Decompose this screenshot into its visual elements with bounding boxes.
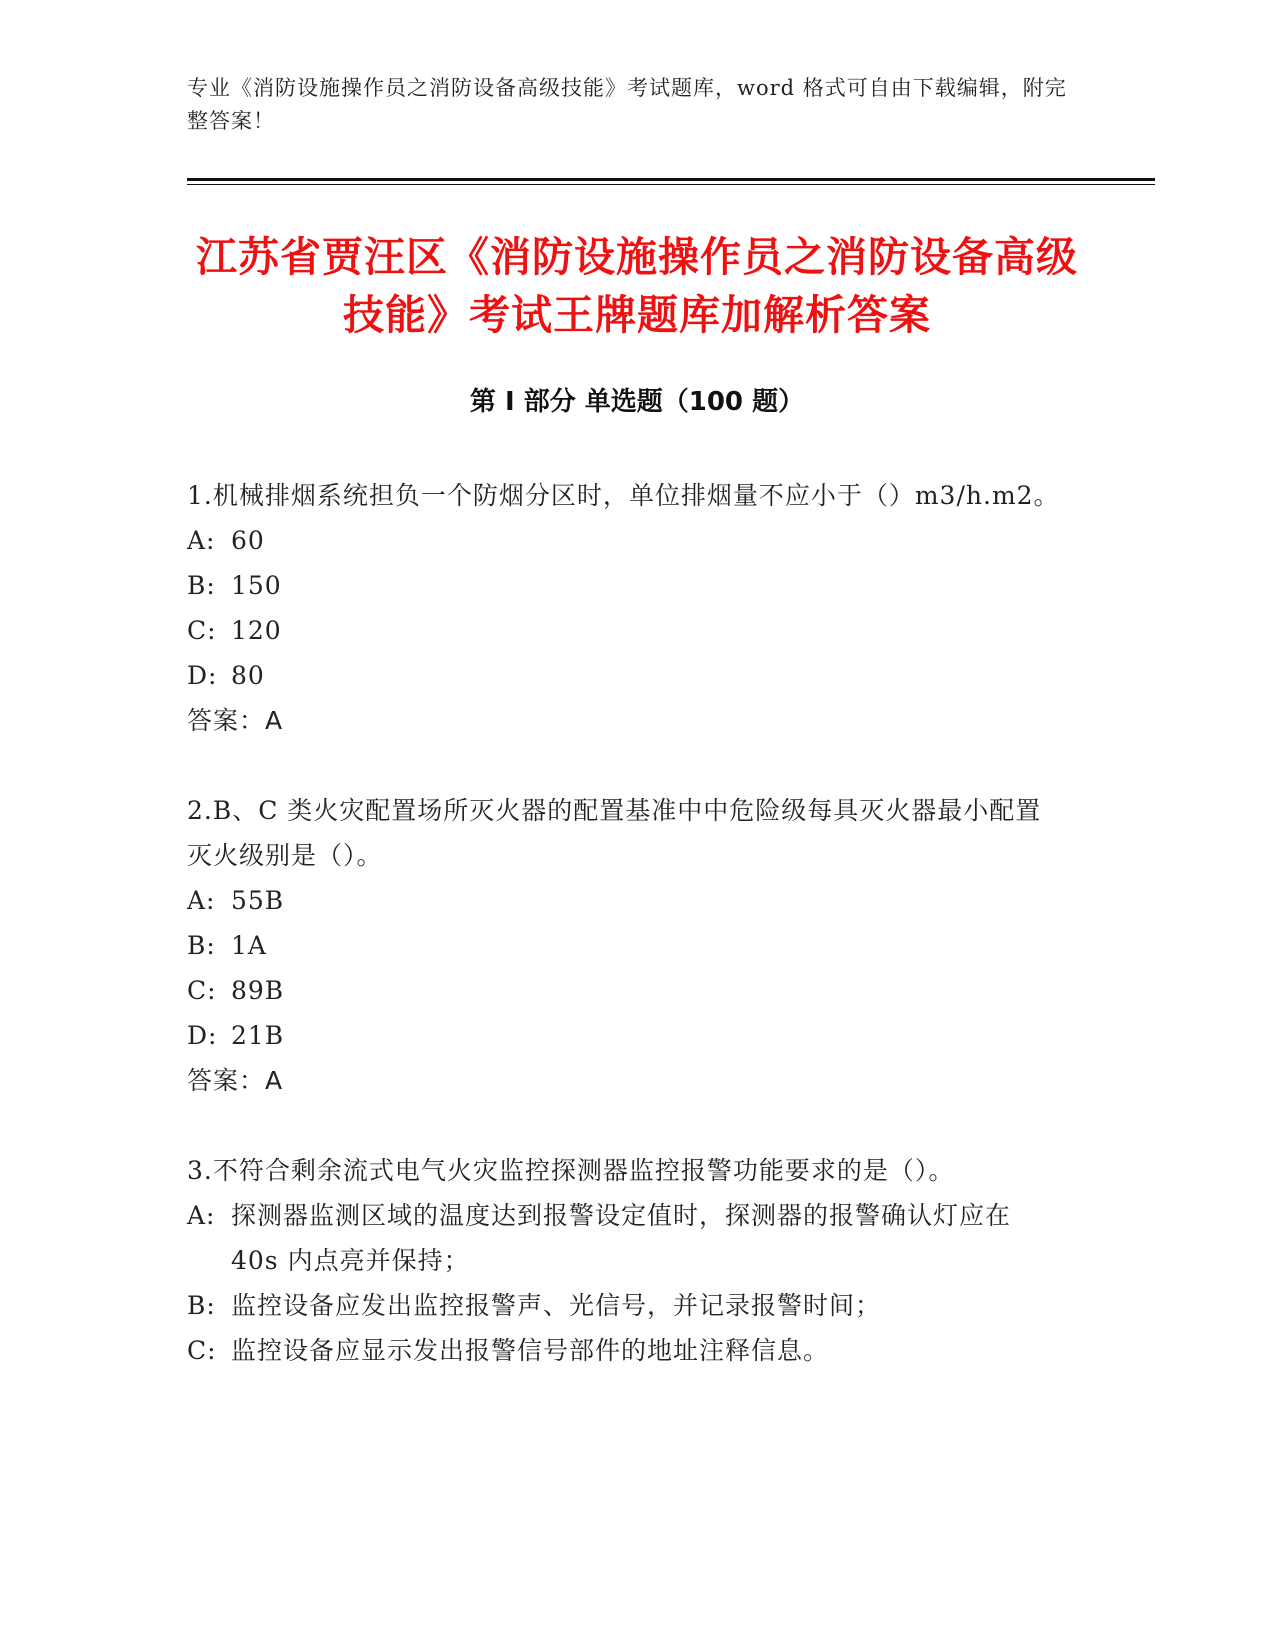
- option-text: 150: [231, 571, 282, 600]
- option-letter: B:: [187, 1291, 216, 1320]
- question-text: 1.机械排烟系统担负一个防烟分区时，单位排烟量不应小于（）m3/h.m2。: [187, 481, 1060, 510]
- question-text: 3.不符合剩余流式电气火灾监控探测器监控报警功能要求的是（）。: [187, 1156, 955, 1185]
- option-text: 监控设备应显示发出报警信号部件的地址注释信息。: [231, 1336, 830, 1365]
- option-text: 1A: [231, 931, 267, 960]
- option-letter: B:: [187, 931, 216, 960]
- header-note: 专业《消防设施操作员之消防设备高级技能》考试题库，word 格式可自由下载编辑，附完整答案！: [187, 76, 1067, 133]
- option-letter: C:: [187, 616, 217, 645]
- header-rule-thin: [187, 184, 1155, 185]
- option-letter: A:: [187, 1201, 216, 1230]
- option-a: [187, 1193, 1067, 1283]
- option-text: 探测器监测区域的温度达到报警设定值时，探测器的报警确认灯应在 40s 内点亮并保持；: [231, 1201, 1012, 1275]
- option-letter: C:: [187, 1336, 217, 1365]
- option-a: [187, 878, 1067, 923]
- option-letter: C:: [187, 976, 217, 1005]
- question-item: [187, 1148, 1067, 1373]
- option-text: 55B: [231, 886, 285, 915]
- section-heading: 第 I 部分 单选题（100 题）: [469, 387, 805, 417]
- option-d: [187, 1013, 1067, 1058]
- option-d: [187, 653, 1067, 698]
- option-letter: D:: [187, 1021, 218, 1050]
- option-c: [187, 608, 1067, 653]
- option-letter: A:: [187, 886, 216, 915]
- answer-label: 答案：: [187, 706, 266, 735]
- option-text: 120: [231, 616, 282, 645]
- option-b: [187, 923, 1067, 968]
- option-a: [187, 518, 1067, 563]
- option-c: [187, 1328, 1067, 1373]
- question-text: 2.B、C 类火灾配置场所灭火器的配置基准中中危险级每具灭火器最小配置灭火级别是（）。: [187, 796, 1042, 870]
- answer-line: [187, 698, 1067, 743]
- option-b: [187, 1283, 1067, 1328]
- question-list: [187, 473, 1067, 1418]
- answer-label: 答案：: [187, 1066, 266, 1095]
- option-text: 89B: [231, 976, 285, 1005]
- question-item: [187, 473, 1067, 743]
- document-title: 江苏省贾汪区《消防设施操作员之消防设备高级技能》考试王牌题库加解析答案: [196, 233, 1078, 339]
- option-c: [187, 968, 1067, 1013]
- option-text: 80: [231, 661, 265, 690]
- option-text: 监控设备应发出监控报警声、光信号，并记录报警时间；: [231, 1291, 882, 1320]
- header-rule-thick: [187, 178, 1155, 181]
- option-text: 21B: [231, 1021, 285, 1050]
- option-letter: B:: [187, 571, 216, 600]
- answer-value: A: [265, 706, 284, 735]
- answer-value: A: [265, 1066, 284, 1095]
- option-text: 60: [231, 526, 265, 555]
- question-item: [187, 788, 1067, 1103]
- answer-line: [187, 1058, 1067, 1103]
- option-letter: D:: [187, 661, 218, 690]
- option-b: [187, 563, 1067, 608]
- option-letter: A:: [187, 526, 216, 555]
